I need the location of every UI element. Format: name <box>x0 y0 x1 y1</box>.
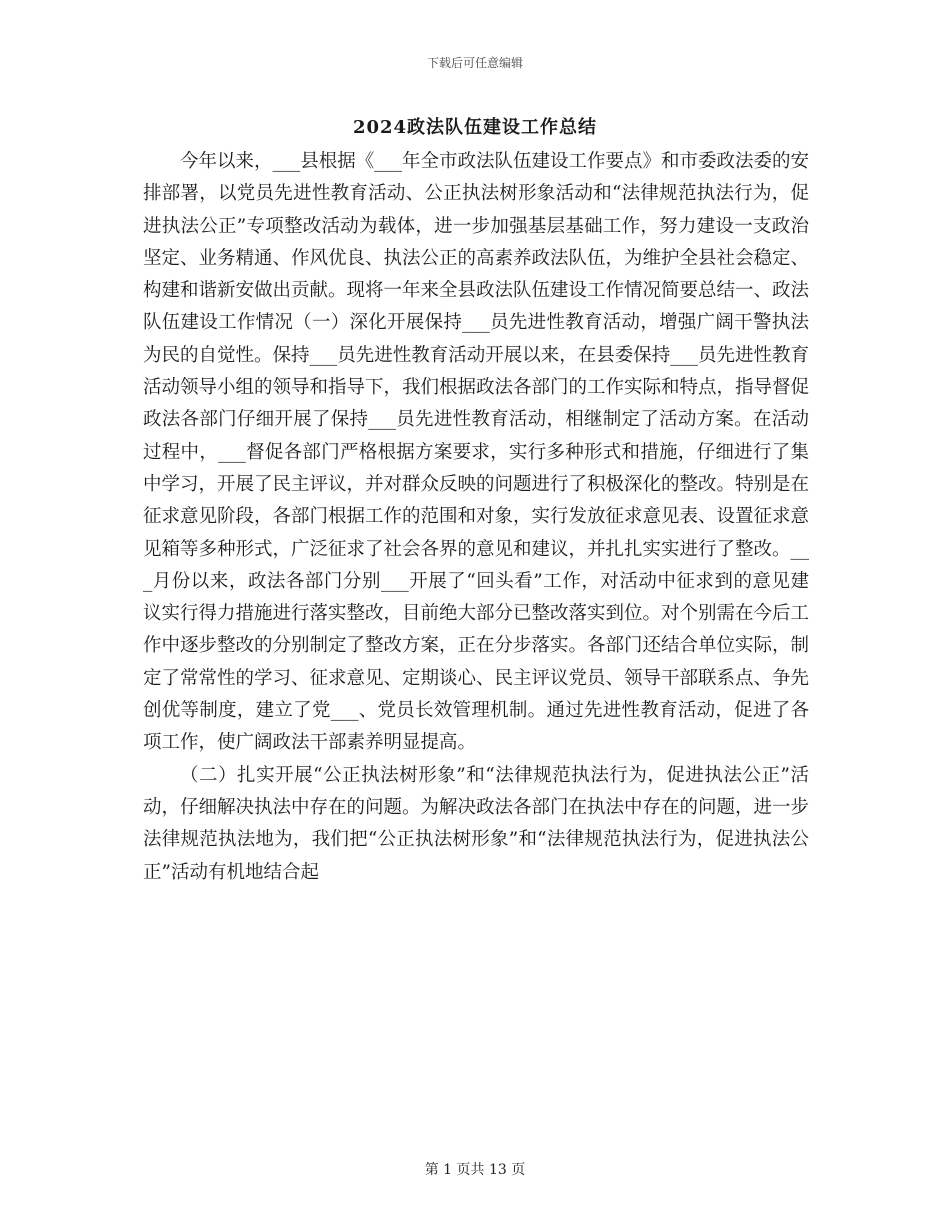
document-body <box>143 146 809 889</box>
body-paragraph-1: 今年以来，___县根据《___年全市政法队伍建设工作要点》和市委政法委的安排部署，以党员先进性教育活动、公正执法树形象活动和“法律规范执法行为，促进执法公正”专项整改活动为载体，进一步加强基层基础工作，努力建设一支政治坚定、业务精通、作风优良、执法公正的高素养政法队伍，为维护全县社会稳定、构建和谐新安做出贡献。现将一年来全县政法队伍建设工作情况简要总结一、政法队伍建设工作情况（一）深化开展保持___员先进性教育活动，增强广阔干警执法为民的自觉性。保持___员先进性教育活动开展以来，在县委保持___员先进性教育活动领导小组的领导和指导下，我们根据政法各部门的工作实际和特点，指导督促政法各部门仔细开展了保持___员先进性教育活动，相继制定了活动方案。在活动过程中，___督促各部门严格根据方案要求，实行多种形式和措施，仔细进行了集中学习，开展了民主评议，并对群众反映的问题进行了积极深化的整改。特别是在征求意见阶段，各部门根据工作的范围和对象，实行发放征求意见表、设置征求意见箱等多种形式，广泛征求了社会各界的意见和建议，并扎扎实实进行了整改。___月份以来，政法各部门分别___开展了“回头看”工作，对活动中征求到的意见建议实行得力措施进行落实整改，目前绝大部分已整改落实到位。对个别需在今后工作中逐步整改的分别制定了整改方案，正在分步落实。各部门还结合单位实际，制定了常常性的学习、征求意见、定期谈心、民主评议党员、领导干部联系点、争先创优等制度，建立了党___、党员长效管理机制。通过先进性教育活动，促进了各项工作，使广阔政法干部素养明显提高。 <box>143 151 810 754</box>
page-header-note: 下载后可任意编辑 <box>426 56 523 70</box>
body-paragraph-2: （二）扎实开展“公正执法树形象”和“法律规范执法行为，促进执法公正”活动，仔细解决执法中存在的问题。为解决政法各部门在执法中存在的问题，进一步法律规范执法地为，我们把“公正执法树形象”和“法律规范执法行为，促进执法公正”活动有机地结合起 <box>143 764 810 883</box>
page-number-footer: 第 1 页共 13 页 <box>424 1162 526 1178</box>
document-title: 2024政法队伍建设工作总结 <box>352 117 598 138</box>
